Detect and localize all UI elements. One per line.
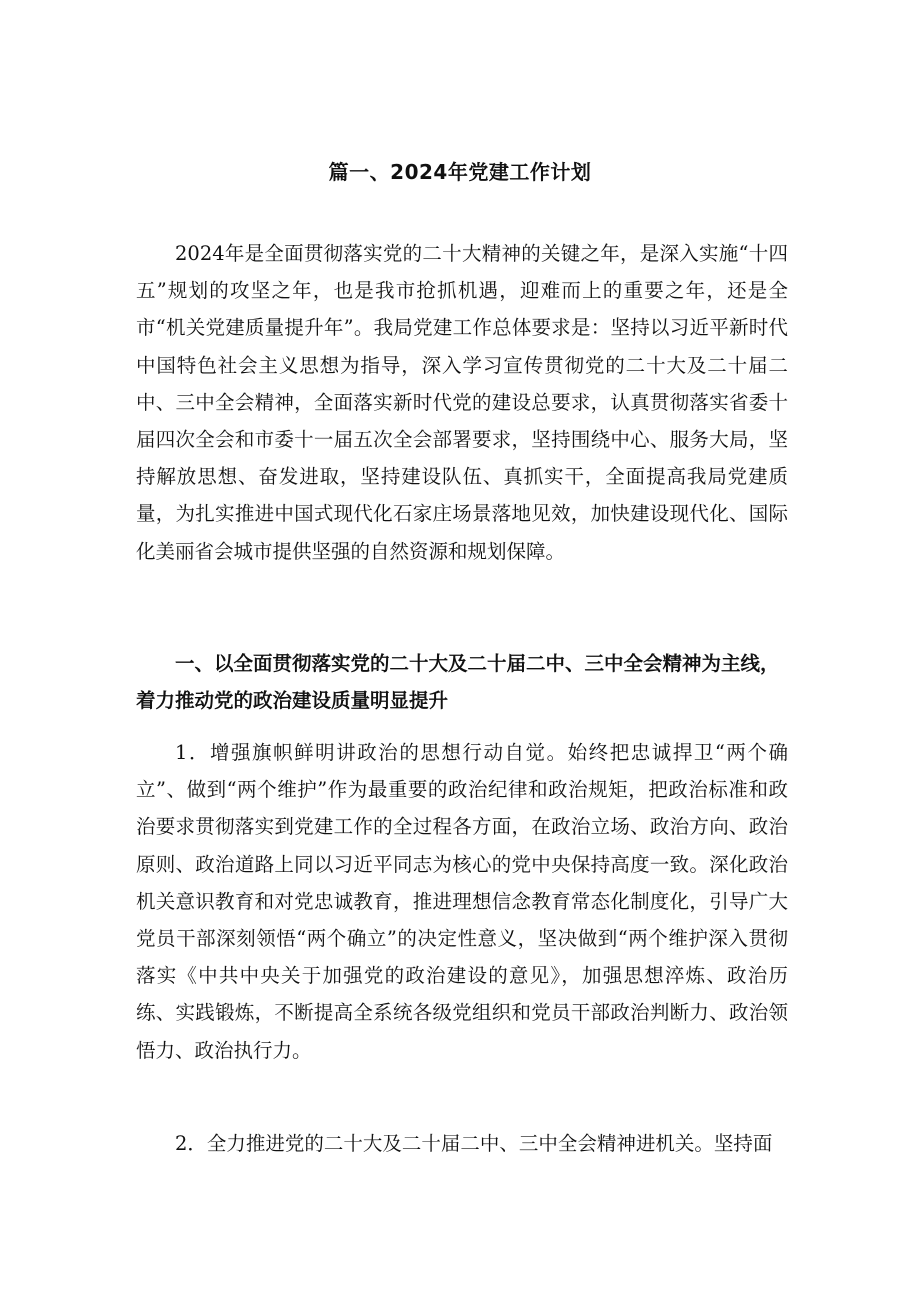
item-paragraph-1: 1．增强旗帜鲜明讲政治的思想行动自觉。始终把忠诚捍卫“两个确立”、做到“两个维护”作为最重要的政治纪律和政治规矩，把政治标准和政治要求贯彻落实到党建工作的全过程各方面，在政治立场、政治方向、政治原则、政治道路上同以习近平同志为核心的党中央保持高度一致。深化政治机关意识教育和对党忠诚教育，推进理想信念教育常态化制度化，引导广大党员干部深刻领悟“两个确立”的决定性意义，坚决做到“两个维护深入贯彻落实《中共中央关于加强党的政治建设的意见》，加强思想淬炼、政治历练、实践锻炼，不断提高全系统各级党组织和党员干部政治判断力、政治领悟力、政治执行力。 <box>136 741 788 1062</box>
section-heading-1: 一、以全面贯彻落实党的二十大及二十届二中、三中全会精神为主线，着力推动党的政治建设质量明显提升 <box>136 652 780 713</box>
item-paragraph-2: 2．全力推进党的二十大及二十届二中、三中全会精神进机关。坚持面 <box>175 1132 773 1155</box>
document-title: 篇一、2024年党建工作计划 <box>328 160 592 184</box>
intro-paragraph: 2024年是全面贯彻落实党的二十大精神的关键之年，是深入实施“十四五”规划的攻坚之年，也是我市抢抓机遇，迎难而上的重要之年，还是全市“机关党建质量提升年”。我局党建工作总体要求是：坚持以习近平新时代中国特色社会主义思想为指导，深入学习宣传贯彻党的二十大及二十届二中、三中全会精神，全面落实新时代党的建设总要求，认真贯彻落实省委十届四次全会和市委十一届五次全会部署要求，坚持围绕中心、服务大局，坚持解放思想、奋发进取，坚持建设队伍、真抓实干，全面提高我局党建质量，为扎实推进中国式现代化石家庄场景落地见效，加快建设现代化、国际化美丽省会城市提供坚强的自然资源和规划保障。 <box>136 242 788 563</box>
